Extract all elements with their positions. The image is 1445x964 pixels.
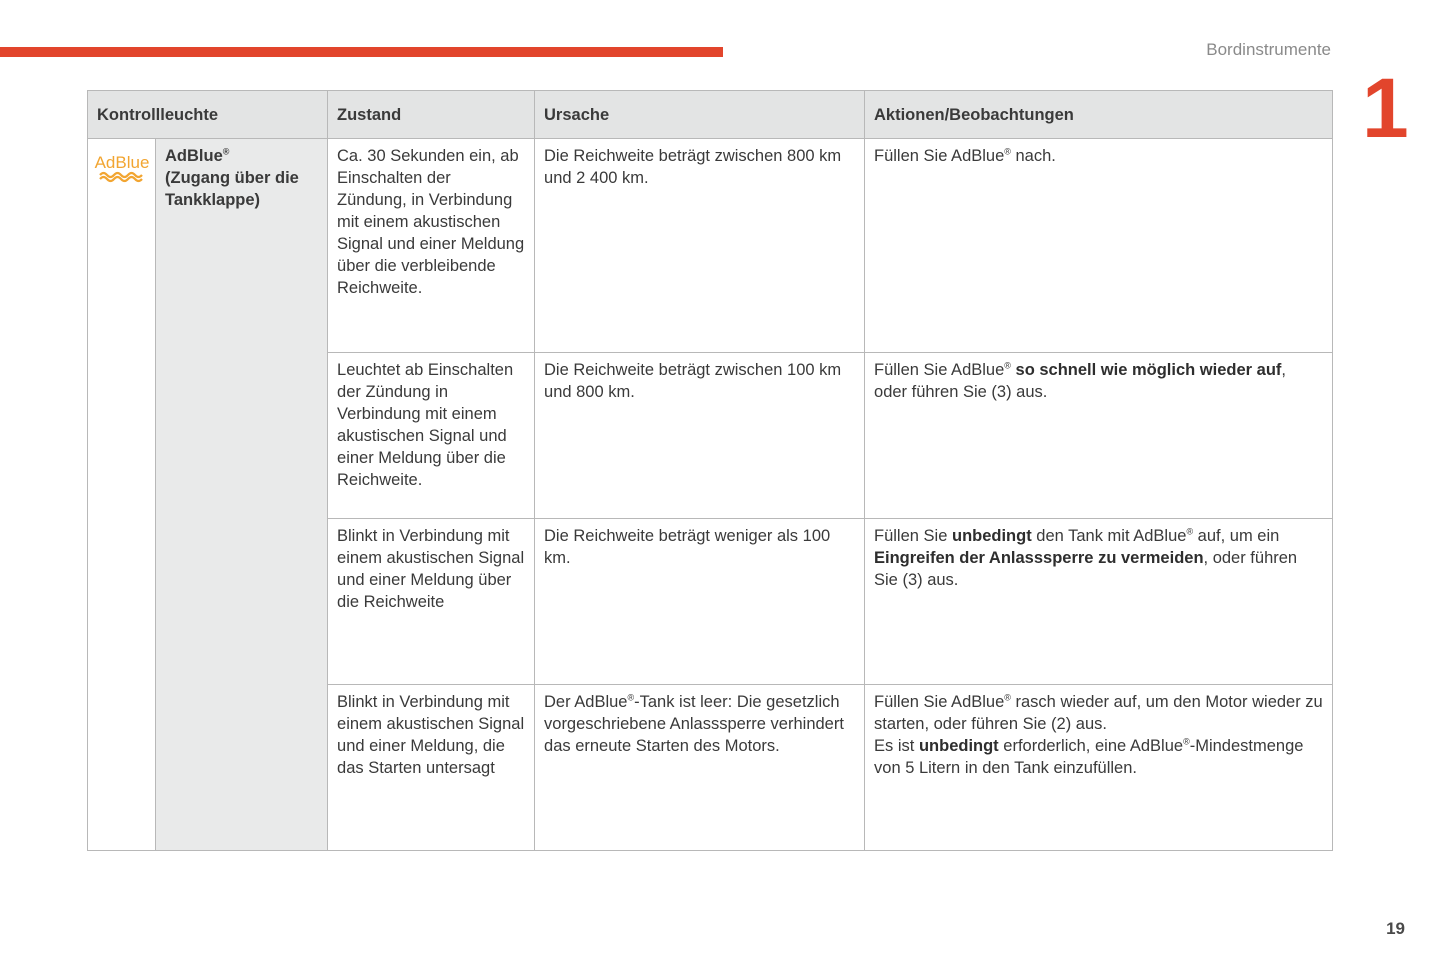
section-title: Bordinstrumente <box>1206 40 1331 59</box>
text-run: Füllen Sie AdBlue <box>874 693 1005 711</box>
emphasis-text: unbedingt <box>918 737 999 755</box>
header-ursache: Ursache <box>535 91 865 139</box>
registered-mark: ® <box>1004 146 1011 157</box>
text-run: erforderlich, eine AdBlue <box>998 737 1184 755</box>
header-aktionen: Aktionen/Beobachtungen <box>865 91 1333 139</box>
text-run: Füllen Sie AdBlue <box>874 147 1005 165</box>
table-row <box>88 139 1333 353</box>
aktionen-cell <box>865 139 1333 353</box>
zustand-cell: Blinkt in Verbindung mit einem akustischen Signal und einer Meldung über die Reichweite <box>328 519 535 685</box>
header-zustand: Zustand <box>328 91 535 139</box>
warning-light-table <box>87 90 1333 851</box>
header-kontrollleuchte: Kontrollleuchte <box>88 91 328 139</box>
text-run: nach. <box>1010 147 1056 165</box>
emphasis-text: so schnell wie möglich wieder auf <box>1015 361 1282 379</box>
text-run: auf, um ein <box>1193 527 1280 545</box>
indicator-name-cell <box>156 139 328 851</box>
text-run: Der AdBlue <box>544 693 628 711</box>
registered-mark: ® <box>222 146 230 157</box>
indicator-name: AdBlue <box>165 147 223 165</box>
text-run: -Mindestmenge von 5 Litern in den Tank einzufüllen. <box>874 737 1304 777</box>
ursache-cell: Die Reichweite beträgt zwischen 800 km und 2 400 km. <box>535 139 865 353</box>
indicator-icon-cell <box>88 139 156 851</box>
aktionen-cell <box>865 685 1333 851</box>
text-run: -Tank ist leer: Die gesetzlich vorgeschriebene Anlasssperre verhindert das erneute Starten des Motors. <box>544 693 844 755</box>
emphasis-text: unbedingt <box>951 527 1032 545</box>
emphasis-text: Eingreifen der Anlasssperre zu vermeiden <box>874 549 1204 567</box>
text-run: rasch wieder auf, um den Motor wieder zu starten, oder führen Sie (2) aus. <box>874 693 1323 733</box>
page-number: 19 <box>1386 919 1405 938</box>
wave-line-icon <box>100 173 142 177</box>
aktionen-cell <box>865 353 1333 519</box>
registered-mark: ® <box>1004 692 1011 703</box>
text-run: Füllen Sie <box>874 527 952 545</box>
registered-mark: ® <box>627 692 635 703</box>
chapter-number: 1 <box>1362 61 1409 155</box>
text-run: den Tank mit AdBlue <box>1031 527 1187 545</box>
ursache-cell: Die Reichweite beträgt weniger als 100 km. <box>535 519 865 685</box>
aktionen-cell <box>865 519 1333 685</box>
adblue-icon-label: AdBlue <box>94 153 150 172</box>
adblue-warning-icon <box>92 151 152 185</box>
zustand-cell: Leuchtet ab Einschalten der Zündung in Verbindung mit einem akustischen Signal und einer Meldung über die Reichweite. <box>328 353 535 519</box>
ursache-cell: Die Reichweite beträgt zwischen 100 km und 800 km. <box>535 353 865 519</box>
text-run: , oder führen Sie (3) aus. <box>874 361 1287 401</box>
ursache-cell <box>535 685 865 851</box>
registered-mark: ® <box>1004 360 1011 371</box>
wave-line-icon <box>100 177 142 181</box>
text-run: Füllen Sie AdBlue <box>874 361 1005 379</box>
zustand-cell: Ca. 30 Sekunden ein, ab Einschalten der Zündung, in Verbindung mit einem akustischen Signal und einer Meldung über die verbleibende Reichweite. <box>328 139 535 353</box>
indicator-subtitle: (Zugang über die Tankklappe) <box>165 169 299 209</box>
accent-bar <box>0 47 723 57</box>
text-run: Es ist <box>874 737 919 755</box>
registered-mark: ® <box>1183 736 1190 747</box>
table-header-row <box>88 91 1333 139</box>
text-run: , oder führen Sie (3) aus. <box>874 549 1298 589</box>
registered-mark: ® <box>1186 526 1194 537</box>
zustand-cell: Blinkt in Verbindung mit einem akustischen Signal und einer Meldung, die das Starten untersagt <box>328 685 535 851</box>
